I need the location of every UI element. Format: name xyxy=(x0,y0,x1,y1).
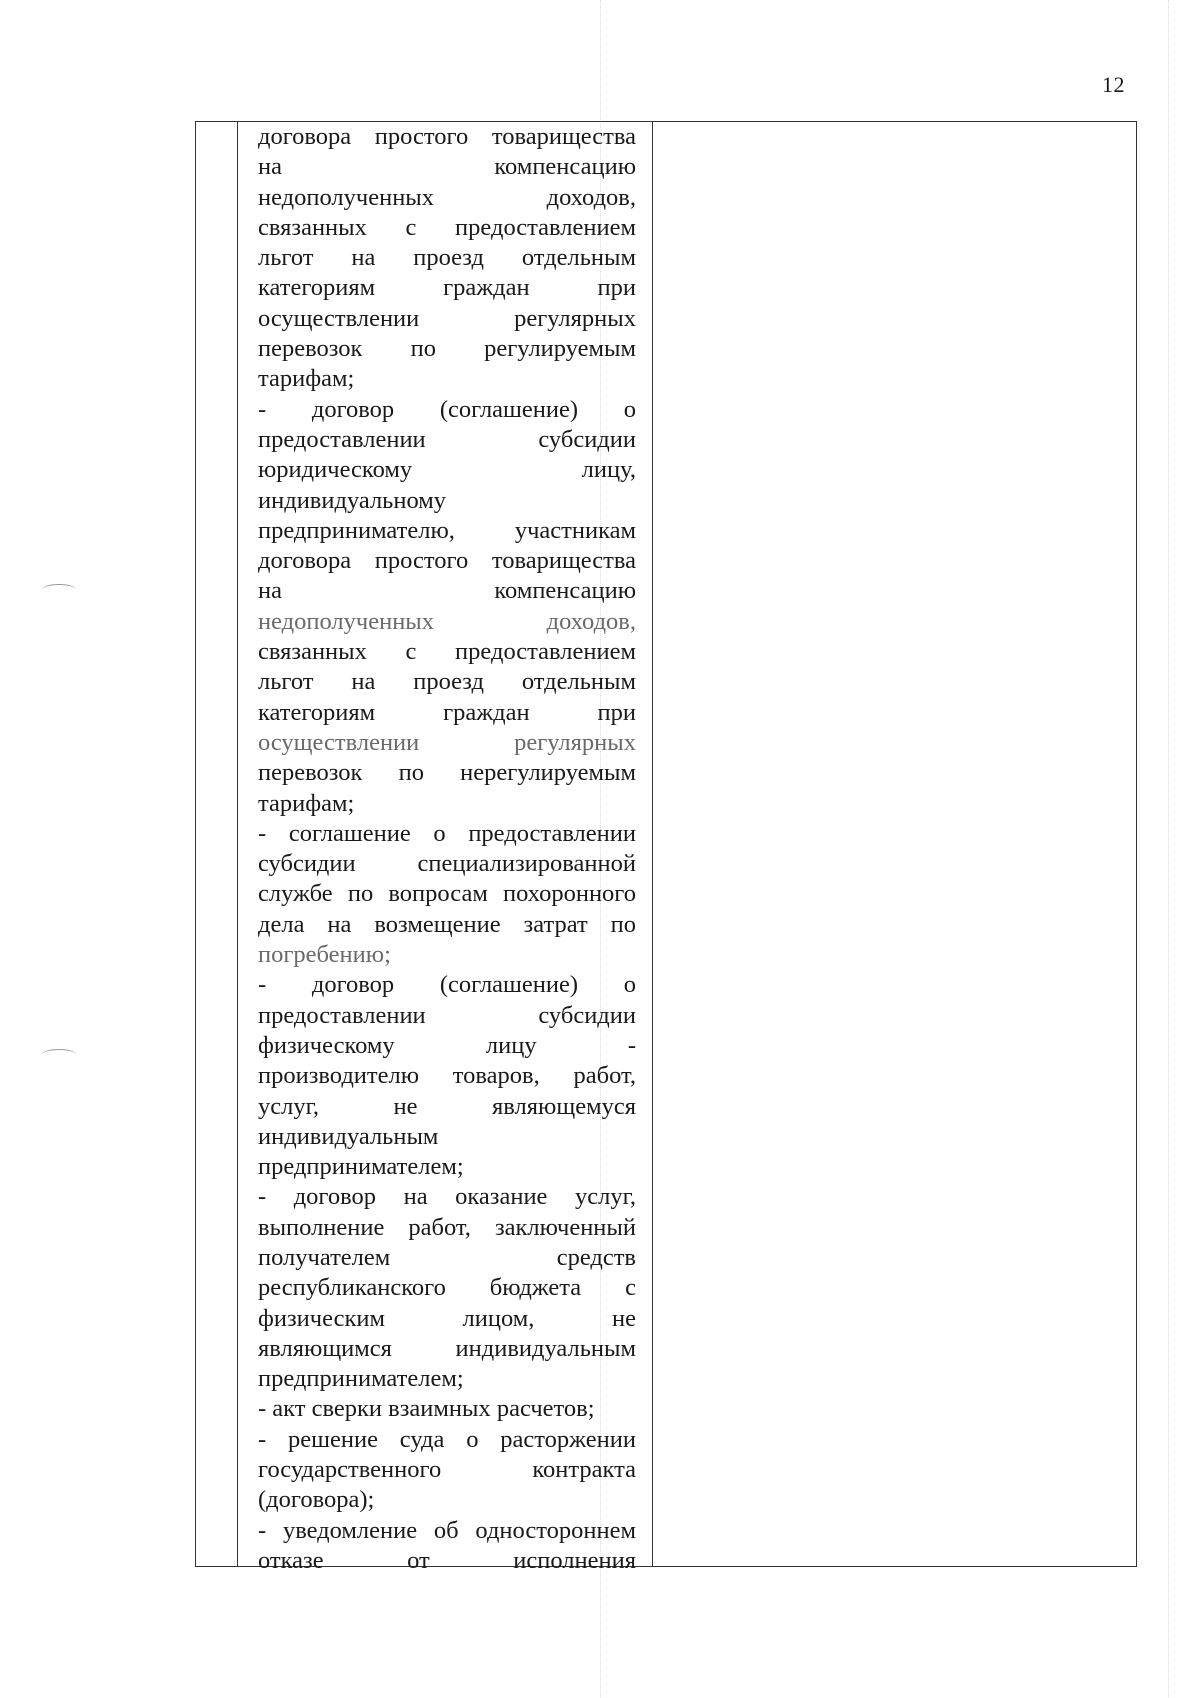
text-line: предпринимателем; xyxy=(258,1365,464,1393)
text-line: республиканского бюджета с xyxy=(258,1274,636,1302)
text-line: службе по вопросам похоронного xyxy=(258,880,636,908)
text-line: юридическому лицу, xyxy=(258,456,636,484)
text-line: - решение суда о расторжении xyxy=(258,1425,636,1453)
text-line: перевозок по регулируемым xyxy=(258,335,636,363)
document-table xyxy=(195,121,1137,1574)
text-line: производителю товаров, работ, xyxy=(258,1062,636,1090)
text-line: на компенсацию xyxy=(258,153,636,181)
text-line: (договора); xyxy=(258,1486,375,1514)
text-line: недополученных доходов, xyxy=(258,607,636,635)
text-line: льгот на проезд отдельным xyxy=(258,668,636,696)
text-line: категориям граждан при xyxy=(258,698,636,726)
text-line: на компенсацию xyxy=(258,577,636,605)
text-line: выполнение работ, заключенный xyxy=(258,1213,636,1241)
text-line: получателем средств xyxy=(258,1243,636,1271)
text-line: связанных с предоставлением xyxy=(258,213,636,241)
text-line: предоставлении субсидии xyxy=(258,425,636,453)
text-line: - договор на оказание услуг, xyxy=(258,1183,636,1211)
text-line: физическому лицу - xyxy=(258,1031,636,1059)
text-line: государственного контракта xyxy=(258,1456,636,1484)
text-line: являющимся индивидуальным xyxy=(258,1334,636,1362)
page-number: 12 xyxy=(1102,72,1125,97)
text-line: тарифам; xyxy=(258,365,355,393)
text-line: индивидуальному xyxy=(258,486,447,514)
scan-artifact-line xyxy=(1168,0,1169,1698)
text-line: договора простого товарищества xyxy=(258,123,636,150)
text-line: - акт сверки взаимных расчетов; xyxy=(258,1395,595,1423)
text-line: предпринимателем; xyxy=(258,1153,464,1181)
text-line: категориям граждан при xyxy=(258,274,636,302)
text-line: отказе от исполнения xyxy=(258,1546,636,1574)
text-line: осуществлении регулярных xyxy=(258,304,636,332)
text-line: тарифам; xyxy=(258,789,355,817)
text-line: - уведомление об одностороннем xyxy=(258,1516,636,1544)
text-line: дела на возмещение затрат по xyxy=(258,910,636,938)
text-line: договора простого товарищества xyxy=(258,547,636,575)
text-line: физическим лицом, не xyxy=(258,1304,636,1332)
table-column-divider xyxy=(237,122,238,1566)
text-line: недополученных доходов, xyxy=(258,183,636,211)
text-line: услуг, не являющемуся xyxy=(258,1092,636,1120)
scan-artifact-mark xyxy=(42,1049,76,1060)
text-line: индивидуальным xyxy=(258,1122,439,1150)
text-line: - соглашение о предоставлении xyxy=(258,819,636,847)
text-line: - договор (соглашение) о xyxy=(258,395,636,423)
text-line: перевозок по нерегулируемым xyxy=(258,759,636,787)
text-line: погребению; xyxy=(258,941,391,969)
text-line: льгот на проезд отдельным xyxy=(258,244,636,272)
text-line: предпринимателю, участникам xyxy=(258,516,636,544)
scan-artifact-mark xyxy=(42,584,76,595)
table-cell-document-list xyxy=(258,122,636,1576)
text-line: - договор (соглашение) о xyxy=(258,971,636,999)
text-line: предоставлении субсидии xyxy=(258,1001,636,1029)
text-line: субсидии специализированной xyxy=(258,850,636,878)
text-line: осуществлении регулярных xyxy=(258,728,636,756)
table-column-divider xyxy=(652,122,653,1566)
text-line: связанных с предоставлением xyxy=(258,638,636,666)
